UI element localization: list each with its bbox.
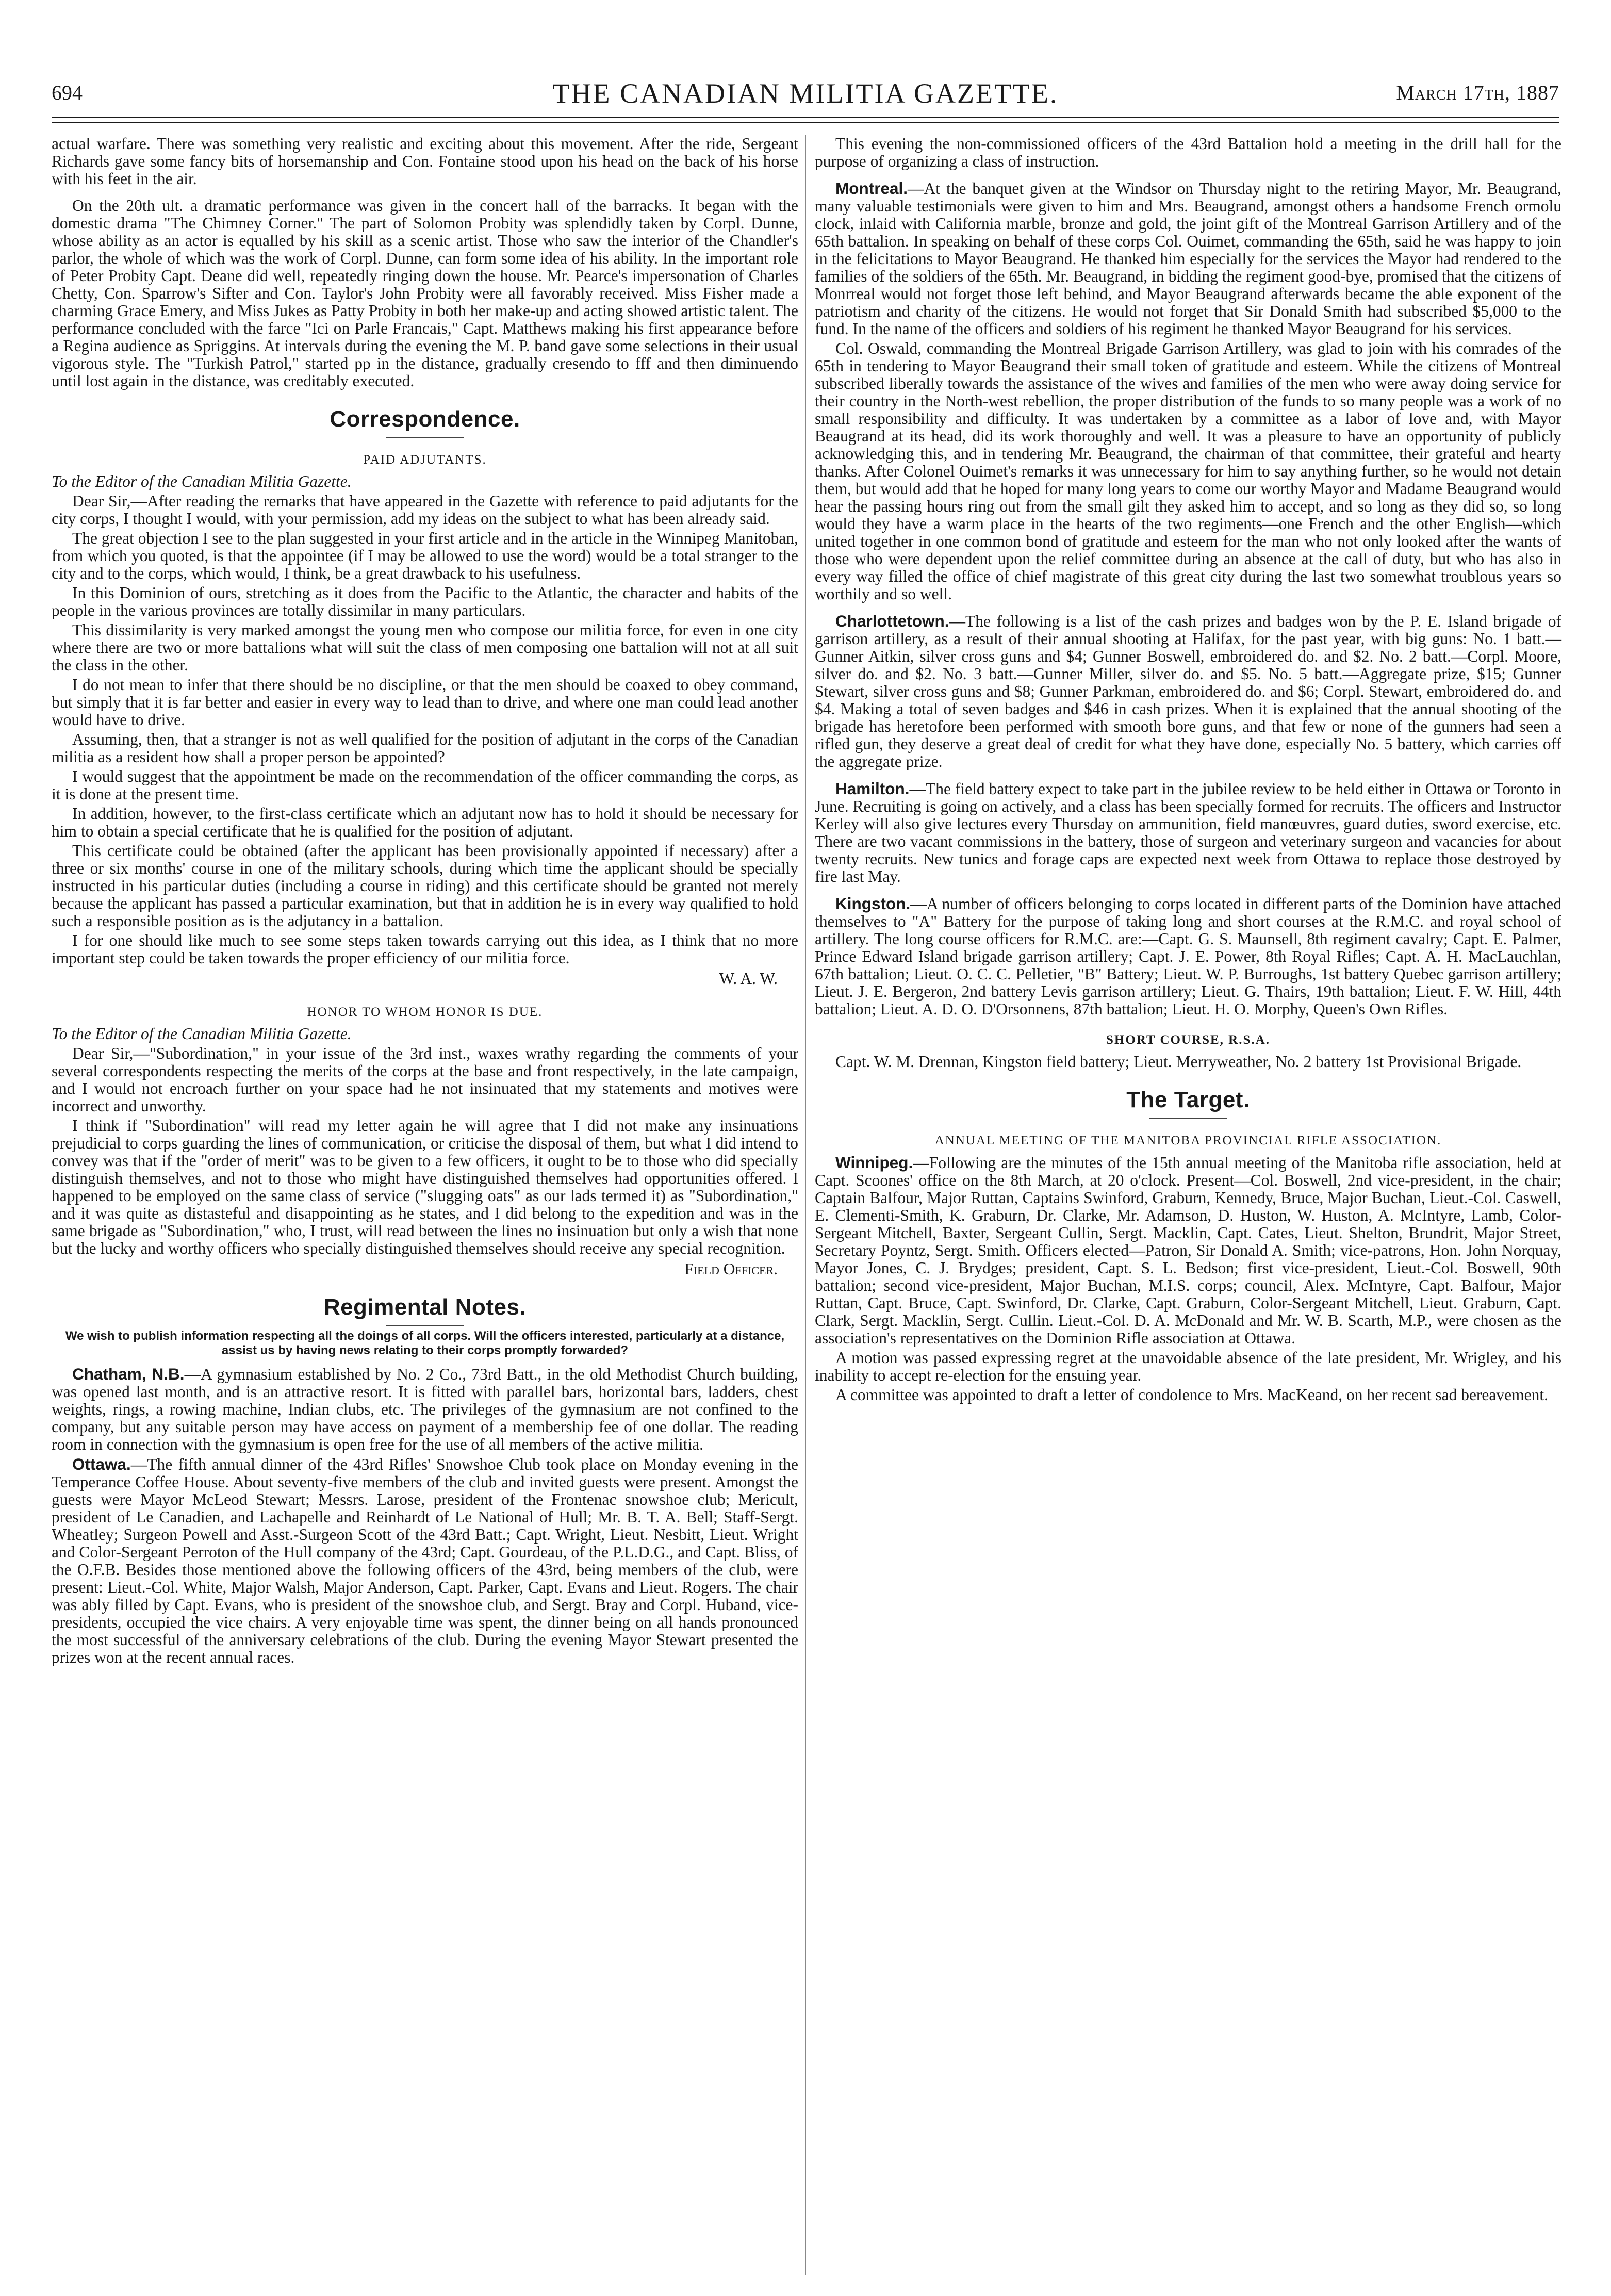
news-text: —A number of officers belonging to corps located in different parts of the Dominion have attached themselves to "A" Battery for the purpose of taking long and short courses at the R.M.C. and royal school of artillery. The long course officers for R.M.C. are:—Capt. G. S. Maunsell, 8th regiment cavalry; Capt. E. Palmer, Prince Edward Island brigade garrison artillery; Capt. J. E. Power, 8th Royal Rifles; Capt. A. H. MacLauchlan, 67th battalion; Lieut. O. C. C. Pelletier, "B" Battery; Lieut. W. P. Burroughs, 1st battery Quebec garrison artillery; Lieut. J. E. Bergeron, 2nd battery Levis garrison artillery; Lieut. G. Thairs, 19th battalion; Lieut. F. W. Hill, 44th battalion; Lieut. A. D. O. D'Orsonnens, 87th battalion; Lieut. H. O. Morphy, Queen's Own Rifles. bbox=[815, 895, 1561, 1018]
news-item bbox=[52, 1365, 798, 1453]
letter-paragraph: Assuming, then, that a stranger is not as well qualified for the position of adjutant in the corps of the Canadian militia as a resident how shall a proper person be appointed? bbox=[52, 730, 798, 766]
section-heading-regimental-notes: Regimental Notes. bbox=[323, 1294, 527, 1320]
news-paragraph: A committee was appointed to draft a letter of condolence to Mrs. MacKeand, on her recent sad bereavement. bbox=[835, 1386, 1548, 1404]
letter-paragraph: The great objection I see to the plan suggested in your first article and in the article in the Winnipeg Manitoban, from which you quoted, is that the appointee (if I may be allowed to use the word) would be a total stranger to the city and to the corps, which would, I think, be a great drawback to his usefulness. bbox=[52, 529, 798, 582]
news-text: —The following is a list of the cash prizes and badges won by the P. E. Island brigade of garrison artillery, as a result of their annual shooting at Halifax, for the past year, with big guns: No. 1 batt.—Gunner Aitkin, silver cross guns and $4; Gunner Boswell, embroidered do. and $2. No. 2 batt.—Corpl. Moore, silver do. and $2. No. 3 batt.—Gunner Miller, silver do. and $5. No. 5 batt.—Aggregate prize, $15; Gunner Stewart, silver cross guns and $8; Gunner Parkman, embroidered do. and $6; Corpl. Stewart, embroidered do. and $4. Making a total of seven badges and $46 in cash prizes. When it is explained that the annual shooting of the brigade has heretofore been performed with smooth bore guns, and that few or none of the gunners had seen a rifled gun, they deserve a great deal of credit for what they have done, especially No. 5 battery, which carries off the aggregate prize. bbox=[815, 612, 1561, 770]
heading-rule bbox=[386, 1325, 464, 1326]
letter-salutation: To the Editor of the Canadian Militia Gazette. bbox=[52, 472, 352, 490]
letter-salutation: To the Editor of the Canadian Militia Gazette. bbox=[52, 1025, 352, 1043]
newspaper-title: THE CANADIAN MILITIA GAZETTE. bbox=[552, 78, 1059, 109]
article-paragraph: actual warfare. There was something very realistic and exciting about this movement. After the ride, Sergeant Richards gave some fancy bits of horsemanship and Con. Fontaine stood upon his head on the back of his horse with his feet in the air. bbox=[52, 135, 798, 188]
news-paragraph: A motion was passed expressing regret at the unavoidable absence of the late president, Mr. Wrigley, and his inability to accept re-election for the ensuing year. bbox=[815, 1349, 1561, 1384]
letter-paragraph: I do not mean to infer that there should be no discipline, or that the men should be coaxed to obey command, but simply that it is far better and easier in every way to lead than to drive, and where one man could lead another would have to drive. bbox=[52, 676, 798, 729]
heading-rule bbox=[386, 437, 464, 438]
dateline: Hamilton. bbox=[835, 779, 910, 798]
letter-paragraph: Dear Sir,—After reading the remarks that have appeared in the Gazette with reference to paid adjutants for the city corps, I thought I would, with your permission, add my ideas on the subject to what has been already said. bbox=[52, 492, 798, 528]
letter-paragraph: Dear Sir,—"Subordination," in your issue of the 3rd inst., waxes wrathy regarding the comments of your several correspondents respecting the merits of the corps at the base and front respectively, in the late campaign, and I would not encroach further on your space had he not insinuated that my statements and motives were incorrect and unworthy. bbox=[52, 1044, 798, 1115]
news-text: —A gymnasium established by No. 2 Co., 73rd Batt., in the old Methodist Church building, was opened last month, and is an attractive resort. It is fitted with parallel bars, horizontal bars, ladders, chest weights, rings, a rowing machine, Indian clubs, etc. The privileges of the gymnasium are not confined to the company, but any suitable person may have access on payment of a membership fee of one dollar. The reading room in connection with the gymnasium is open free for the use of all members of the active militia. bbox=[52, 1365, 798, 1453]
letter-paragraph: In this Dominion of ours, stretching as it does from the Pacific to the Atlantic, the character and habits of the people in the various provinces are totally dissimilar in many particulars. bbox=[52, 584, 798, 619]
section-heading-correspondence: Correspondence. bbox=[330, 406, 520, 432]
letter-paragraph: In addition, however, to the first-class certificate which an adjutant now has to hold it should be necessary for him to obtain a special certificate that he is qualified for the position of adjutant. bbox=[52, 805, 798, 840]
letter-signature: W. A. W. bbox=[719, 970, 778, 988]
dateline: Charlottetown. bbox=[835, 612, 949, 630]
news-paragraph: This evening the non-commissioned officers of the 43rd Battalion hold a meeting in the drill hall for the purpose of organizing a class of instruction. bbox=[815, 135, 1561, 170]
dateline: Chatham, N.B. bbox=[72, 1365, 185, 1383]
section-heading-target: The Target. bbox=[1126, 1087, 1250, 1112]
news-paragraph: Capt. W. M. Drennan, Kingston field battery; Lieut. Merryweather, No. 2 battery 1st Provisional Brigade. bbox=[835, 1053, 1522, 1071]
news-text: —The fifth annual dinner of the 43rd Rifles' Snowshoe Club took place on Monday evening in the Temperance Coffee House. About seventy-five members of the club and invited guests were present. Amongst the guests were Mayor McLeod Stewart; Messrs. Larose, president of the Frontenac snowshoe club; Mericult, president of Le Canadien, and Lachapelle and Reinhardt of Le National of Hull; Mr. B. T. A. Bell; Staff-Sergt. Wheatley; Surgeon Powell and Asst.-Surgeon Scott of the 43rd Batt.; Capt. Wright, Lieut. Nesbitt, Lieut. Wright and Color-Sergeant Perroton of the Hull company of the 43rd; Capt. Gourdeau, of the P.L.D.G., and Capt. Bliss, of the O.F.B. Besides those mentioned above the following officers of the 43rd, being members of the club, were present: Lieut.-Col. White, Major Walsh, Major Anderson, Capt. Parker, Capt. Evans and Lieut. Rogers. The chair was ably filled by Capt. Evans, who is president of the snowshoe club, and Sergt. Bray and Corpl. Huband, vice-presidents, occupied the vice chairs. A very enjoyable time was spent, the dinner being on all hands pronounced the most successful of the anniversary celebrations of the club. During the evening Mayor Stewart presented the prizes won at the recent annual races. bbox=[52, 1455, 798, 1666]
dateline: Kingston. bbox=[835, 894, 911, 913]
dateline: Winnipeg. bbox=[835, 1153, 913, 1172]
subsection-title: SHORT COURSE, R.S.A. bbox=[1106, 1033, 1270, 1047]
news-paragraph: Col. Oswald, commanding the Montreal Brigade Garrison Artillery, was glad to join with his comrades of the 65th in tendering to Mayor Beaugrand their small token of gratitude and esteem. While the citizens of Montreal subscribed liberally towards the assistance of the wives and families of the men who were away doing service for their country in the North-west rebellion, the proper distribution of the funds to so many people was a work of no small responsibility and difficulty. It was undertaken by a committee as a labor of love and, with Mayor Beaugrand at its head, did its work thoroughly and well. It was a pleasure to have an opportunity of publicly acknowledging this, and in tendering Mr. Beaugrand, the chairman of that committee, their grateful and hearty thanks. After Colonel Ouimet's remarks it was unnecessary for him to say anything further, so he would not detain them, but would add that he hoped for many long years to come our worthy Mayor and Madame Beaugrand would hear the passing hours ring out from the small gilt they asked him to accept, and so long as they did so, so long would they have a warm place in the hearts of the two regiments—one French and the other English—which united together in one common bond of gratitude and esteem for the man who not only looked after the wants of those who were dependent upon the relief committee during an absence at the call of duty, but who has also in every way filled the office of chief magistrate of this great city during the last two somewhat troublous years so worthily and so well. bbox=[815, 339, 1561, 603]
page-number: 694 bbox=[52, 81, 83, 104]
letter-paragraph: I would suggest that the appointment be made on the recommendation of the officer commanding the corps, as it is done at the present time. bbox=[52, 767, 798, 803]
news-item bbox=[815, 1154, 1561, 1347]
news-item bbox=[815, 780, 1561, 885]
news-item bbox=[815, 179, 1561, 338]
masthead bbox=[52, 77, 1559, 119]
letter-title: HONOR TO WHOM HONOR IS DUE. bbox=[307, 1005, 543, 1019]
news-item bbox=[815, 895, 1561, 1018]
right-column bbox=[815, 135, 1561, 1406]
masthead-rule-thin bbox=[52, 122, 1559, 123]
letter-signature: Field Officer. bbox=[684, 1260, 778, 1278]
letter-paragraph: I for one should like much to see some steps taken towards carrying out this idea, as I think that no more important step could be taken towards the proper efficiency of our militia force. bbox=[52, 931, 798, 967]
news-text: —At the banquet given at the Windsor on Thursday night to the retiring Mayor, Mr. Beaugrand, many valuable testimonials were given to him and Mrs. Beaugrand, amongst others a handsome French ormolu clock, inlaid with California marble, bronze and gold, the joint gift of the Montreal Garrison Artillery and of the 65th battalion. In speaking on behalf of these corps Col. Ouimet, commanding the 65th, said he was happy to join in the felicitations to Mayor Beaugrand. He thanked him especially for the services the Mayor had rendered to the families of the soldiers of the 65th. Mr. Beaugrand, in bidding the regiment good-bye, promised that the citizens of Monrreal would not forget those left behind, and Mayor Beaugrand afterwards became the able exponent of the patriotism and charity of the citizens. He would not forget that Sir Donald Smith had subscribed $5,000 to the fund. In the name of the officers and soldiers of his regiment he thanked Mayor Beaugrand for his services. bbox=[815, 179, 1561, 338]
heading-rule bbox=[1149, 1118, 1227, 1119]
article-subtitle: ANNUAL MEETING OF THE MANITOBA PROVINCIAL RIFLE ASSOCIATION. bbox=[934, 1134, 1442, 1147]
left-column bbox=[52, 135, 798, 1668]
letter-paragraph: I think if "Subordination" will read my letter again he will agree that I did not make any insinuations prejudicial to corps guarding the lines of communication, or criticise the disposal of them, but what I did intend to convey was that if the "order of merit" was to be given to a few officers, it ought to be to those who did specially distinguish themselves, and not to those who might have distinguished themselves had opportunities offered. I happened to be employed on the same class of service ("slugging oats" as our lads termed it) as "Subordination," and it was quite as distasteful and disappointing as he states, and I did belong to the expedition and was in the same brigade as "Subordination," who, I trust, will read between the lines no insinuation but only a wish that none but the lucky and worthy officers who specially distinguished themselves should receive any special recognition. bbox=[52, 1117, 798, 1257]
news-text: —The field battery expect to take part in the jubilee review to be held either in Ottawa or Toronto in June. Recruiting is going on actively, and a class has been specially formed for recruits. The officers and Instructor Kerley will also give lectures every Thursday on ammunition, field manœuvres, guard duties, sword exercise, etc. There are two vacant commissions in the battery, those of surgeon and veterinary surgeon and vacancies for about twenty recruits. New tunics and forage caps are expected next week from Ottawa to replace those destroyed by fire last May. bbox=[815, 780, 1561, 885]
dateline: Montreal. bbox=[835, 179, 908, 198]
masthead-rule bbox=[52, 117, 1559, 118]
issue-date: March 17th, 1887 bbox=[1396, 81, 1559, 104]
news-text: —Following are the minutes of the 15th annual meeting of the Manitoba rifle association, held at Capt. Scoones' office on the 8th March, at 20 o'clock. Present—Col. Boswell, 2nd vice-president, in the chair; Captain Balfour, Major Ruttan, Captains Swinford, Graburn, Kennedy, Bruce, Major Buchan, Lieut.-Col. Caswell, E. Clementi-Smith, K. Graburn, Dr. Clarke, Mr. Adamson, D. Huston, W. Huston, A. McIntyre, Lamb, Color-Sergeant Mitchell, Baxter, Sergeant Cullin, Sergt. Macklin, Capt. Cates, Lieut. Shelton, Brundrit, Major Street, Secretary Poyntz, Sergt. Smith. Officers elected—Patron, Sir Donald A. Smith; vice-patrons, Hon. John Norquay, Mayor Jones, C. J. Brydges; president, Capt. S. L. Bedson; first vice-president, Lieut.-Col. Boswell, 90th battalion; second vice-president, Major Buchan, M.I.S. corps; council, Alex. McIntyre, Capt. Balfour, Major Ruttan, Capt. Bruce, Capt. Swinford, Dr. Clarke, Capt. Graburn, Color-Sergeant Mitchell, Lieut. Graburn, Capt. Clark, Sergt. Macklin, Sergt. Cullin. Lieut.-Col. D. A. McDonald and Mr. W. B. Scarth, M.P., were chosen as the association's representatives on the Dominion Rifle association at Ottawa. bbox=[815, 1154, 1561, 1347]
news-item bbox=[52, 1455, 798, 1666]
letter-title: PAID ADJUTANTS. bbox=[363, 453, 487, 467]
dateline: Ottawa. bbox=[72, 1455, 131, 1473]
letter-paragraph: This dissimilarity is very marked amongst the young men who compose our militia force, for even in one city where there are two or more battalions what will suit the class of men composing one battalion will not at all suit the class in the other. bbox=[52, 621, 798, 674]
editorial-notice: We wish to publish information respecting all the doings of all corps. Will the officers interested, particularly at a distance, assist us by having news relating to their corps promptly forwarded? bbox=[65, 1329, 785, 1357]
letter-paragraph: This certificate could be obtained (after the applicant has been provisionally appointed if necessary) after a three or six months' course in one of the military schools, during which time the applicant should be specially instructed in his particular duties (including a course in riding) and this certificate should be granted not merely because the applicant has passed a particular examination, but that in addition he is in every way qualified to hold such a responsible position as is the adjutancy in a battalion. bbox=[52, 842, 798, 930]
news-item bbox=[815, 612, 1561, 770]
article-paragraph: On the 20th ult. a dramatic performance was given in the concert hall of the barracks. It began with the domestic drama "The Chimney Corner." The part of Solomon Probity was splendidly taken by Corpl. Dunne, whose ability as an actor is equalled by his skill as a scenic artist. Those who saw the interior of the Chandler's parlor, the whole of which was the work of Corpl. Dunne, can form some idea of his ability. In the important role of Peter Probity Capt. Deane did well, repeatedly ringing down the house. Mr. Pearce's impersonation of Charles Chetty, Con. Sparrow's Sifter and Con. Taylor's John Probity were all favorably received. Miss Fisher made a charming Grace Emery, and Miss Jukes as Patty Probity in both her make-up and acting showed artistic talent. The performance concluded with the farce "Ici on Parle Francais," Capt. Matthews making his first appearance before a Regina audience as Spriggins. At intervals during the evening the M. P. band gave some selections in their usual vigorous style. The "Turkish Patrol," started pp in the distance, gradually cresendo to fff and then diminuendo until lost again in the distance, was creditably executed. bbox=[52, 196, 798, 390]
